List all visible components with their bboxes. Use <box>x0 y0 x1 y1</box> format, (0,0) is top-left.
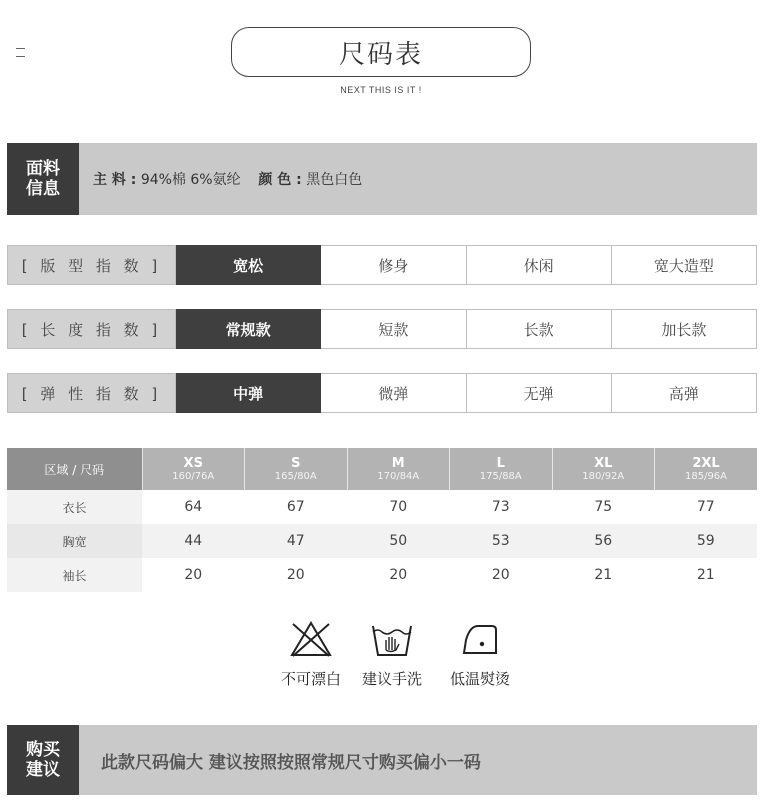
care-low-iron <box>435 620 525 689</box>
row-name: 衣长 <box>7 490 142 524</box>
table-cell: 20 <box>389 567 408 583</box>
low-iron-icon <box>458 620 502 658</box>
no-bleach-icon <box>289 620 333 658</box>
table-cell: 47 <box>245 524 348 558</box>
advice-label-line1: 购买 <box>26 740 60 760</box>
elasticity-option: 无弹 <box>467 373 612 413</box>
color-value: 黑色白色 <box>306 172 363 188</box>
fabric-label-line1: 面料 <box>26 159 60 179</box>
size-header-cell <box>347 448 450 490</box>
fit-index-label: [ 版 型 指 数 ] <box>7 245 176 285</box>
elasticity-option: 中弹 <box>176 373 321 413</box>
size-header-cell <box>142 448 245 490</box>
size-header-cell <box>450 448 553 490</box>
elasticity-index-row <box>7 373 757 413</box>
purchase-advice-band <box>7 725 757 795</box>
table-cell: 21 <box>594 567 613 583</box>
table-cell: 44 <box>142 524 245 558</box>
fabric-info-label <box>7 143 79 215</box>
row-name: 胸宽 <box>7 524 142 558</box>
advice-label-line2: 建议 <box>26 760 60 780</box>
table-cell: 50 <box>347 524 450 558</box>
color-key: 颜 色 : <box>258 172 302 188</box>
main-material-value: 94%棉 6%氨纶 <box>140 172 241 188</box>
size-table-corner: 区域 / 尺码 <box>7 448 142 490</box>
fit-option: 宽松 <box>176 245 321 285</box>
size-ref: 170/84A <box>377 470 420 482</box>
size-ref: 165/80A <box>274 470 317 482</box>
table-cell: 64 <box>184 499 203 515</box>
table-row <box>7 490 757 524</box>
main-material-key: 主 料 : <box>93 172 137 188</box>
table-cell: 21 <box>696 567 715 583</box>
fit-option: 休闲 <box>467 245 612 285</box>
size-ref: 160/76A <box>172 470 215 482</box>
table-cell: 20 <box>286 567 305 583</box>
table-cell: 53 <box>450 524 553 558</box>
care-no-bleach <box>266 620 356 689</box>
size-ref: 185/96A <box>684 470 728 482</box>
size-header-cell <box>552 448 655 490</box>
fit-index-row <box>7 245 757 285</box>
size-header-cell <box>245 448 348 490</box>
size-name: XL <box>594 455 613 471</box>
length-option: 长款 <box>467 309 612 349</box>
edge-mark <box>16 48 25 49</box>
size-name: 2XL <box>692 455 720 471</box>
table-cell: 67 <box>286 499 305 515</box>
table-row <box>7 558 757 592</box>
size-ref: 180/92A <box>582 470 625 482</box>
table-cell: 70 <box>389 499 408 515</box>
page-subtitle: NEXT THIS IS IT ! <box>340 85 422 95</box>
table-cell: 20 <box>491 567 510 583</box>
fit-option: 修身 <box>321 245 466 285</box>
size-ref: 175/88A <box>479 470 522 482</box>
page-title: 尺码表 <box>231 27 531 77</box>
table-row <box>7 524 757 558</box>
elasticity-option: 高弹 <box>612 373 757 413</box>
care-hand-wash <box>347 620 437 689</box>
care-label: 建议手洗 <box>361 670 422 688</box>
elasticity-index-label: [ 弹 性 指 数 ] <box>7 373 176 413</box>
length-index-label: [ 长 度 指 数 ] <box>7 309 176 349</box>
edge-mark <box>16 56 25 57</box>
length-option: 常规款 <box>176 309 321 349</box>
size-chart-table <box>7 448 757 592</box>
table-cell: 77 <box>696 499 715 515</box>
length-option: 加长款 <box>612 309 757 349</box>
fabric-info-band <box>7 143 757 215</box>
length-option: 短款 <box>321 309 466 349</box>
table-cell: 20 <box>184 567 203 583</box>
table-cell: 56 <box>552 524 655 558</box>
table-cell: 59 <box>655 524 758 558</box>
purchase-advice-label <box>7 725 79 795</box>
fabric-label-line2: 信息 <box>26 179 60 199</box>
size-name: XS <box>183 455 203 471</box>
fit-option: 宽大造型 <box>612 245 757 285</box>
length-index-row <box>7 309 757 349</box>
size-name: M <box>391 455 405 471</box>
care-label: 不可漂白 <box>280 670 341 688</box>
hand-wash-icon <box>370 620 414 658</box>
size-header-row <box>7 448 757 490</box>
fabric-info-text <box>93 169 362 189</box>
size-name: L <box>496 455 505 471</box>
size-header-cell <box>655 448 758 490</box>
row-name: 袖长 <box>7 558 142 592</box>
care-label: 低温熨烫 <box>449 670 510 688</box>
table-cell: 73 <box>491 499 510 515</box>
elasticity-option: 微弹 <box>321 373 466 413</box>
table-cell: 75 <box>594 499 613 515</box>
size-name: S <box>291 455 301 471</box>
purchase-advice-text: 此款尺码偏大 建议按照按照常规尺寸购买偏小一码 <box>101 752 481 773</box>
